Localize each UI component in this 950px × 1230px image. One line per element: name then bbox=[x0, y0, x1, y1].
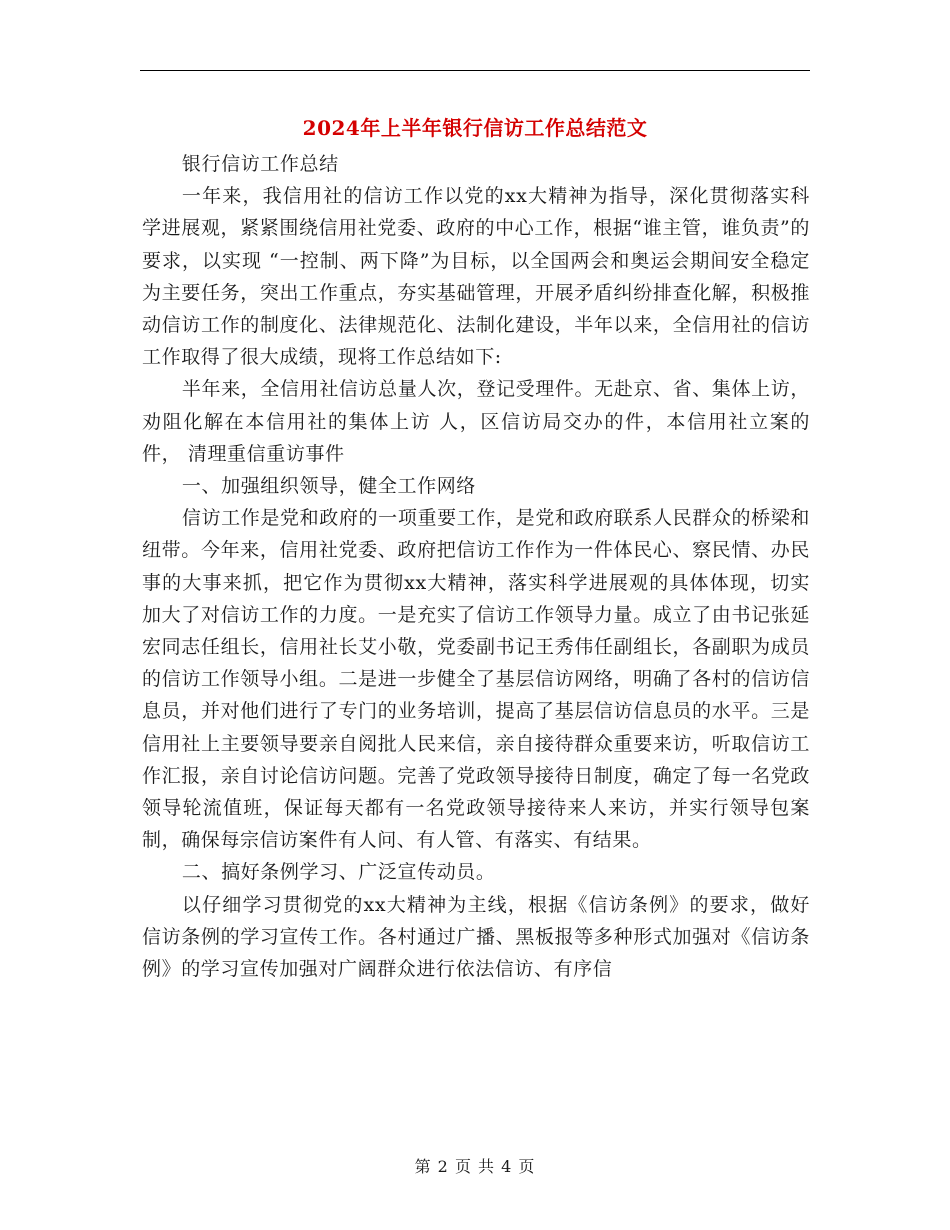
document-title: 2024年上半年银行信访工作总结范文 bbox=[302, 116, 648, 140]
section-heading-1: 一、加强组织领导，健全工作网络 bbox=[181, 475, 476, 498]
section-heading-2: 二、搞好条例学习、广泛宣传动员。 bbox=[181, 861, 496, 884]
document-body bbox=[142, 148, 810, 985]
paragraph-overview: 一年来，我信用社的信访工作以党的xx大精神为指导，深化贯彻落实科学进展观，紧紧围绕信用社党委、政府的中心工作，根据“谁主管，谁负责”的要求，以实现 “一控制、两下降”为目标，以全国两会和奥运会期间安全稳定为主要任务，突出工作重点，夯实基础管理，开展矛盾纠纷排查化解，积极推动信访工作的制度化、法律规范化、法制化建设，半年以来，全信用社的信访工作取得了很大成绩，现将工作总结如下: bbox=[142, 185, 810, 369]
page-number-label: 第 2 页 共 4 页 bbox=[414, 1157, 536, 1176]
page-footer bbox=[0, 1154, 950, 1177]
paragraph-statistics: 半年来，全信用社信访总量人次，登记受理件。无赴京、省、集体上访，劝阻化解在本信用社的集体上访 人，区信访局交办的件，本信用社立案的件， 清理重信重访事件 bbox=[142, 378, 810, 465]
section-heading-intro: 银行信访工作总结 bbox=[181, 153, 339, 175]
paragraph-regulations: 以仔细学习贯彻党的xx大精神为主线，根据《信访条例》的要求，做好信访条例的学习宣传工作。各村通过广播、黑板报等多种形式加强对《信访条例》的学习宣传加强对广阔群众进行依法信访、有序信 bbox=[142, 893, 810, 981]
header-rule bbox=[140, 70, 810, 71]
paragraph-organization: 信访工作是党和政府的一项重要工作，是党和政府联系人民群众的桥梁和纽带。今年来，信用社党委、政府把信访工作作为一件体民心、察民情、办民事的大事来抓，把它作为贯彻xx大精神，落实科学进展观的具体体现，切实加大了对信访工作的力度。一是充实了信访工作领导力量。成立了由书记张延宏同志任组长，信用社长艾小敬，党委副书记王秀伟任副组长，各副职为成员的信访工作领导小组。二是进一步健全了基层信访网络，明确了各村的信访信息员，并对他们进行了专门的业务培训，提高了基层信访信息员的水平。三是信用社上主要领导要亲自阅批人民来信，亲自接待群众重要来访，听取信访工作汇报，亲自讨论信访问题。完善了党政领导接待日制度，确定了每一名党政领导轮流值班，保证每天都有一名党政领导接待来人来访，并实行领导包案制，确保每宗信访案件有人问、有人管、有落实、有结果。 bbox=[142, 507, 810, 852]
